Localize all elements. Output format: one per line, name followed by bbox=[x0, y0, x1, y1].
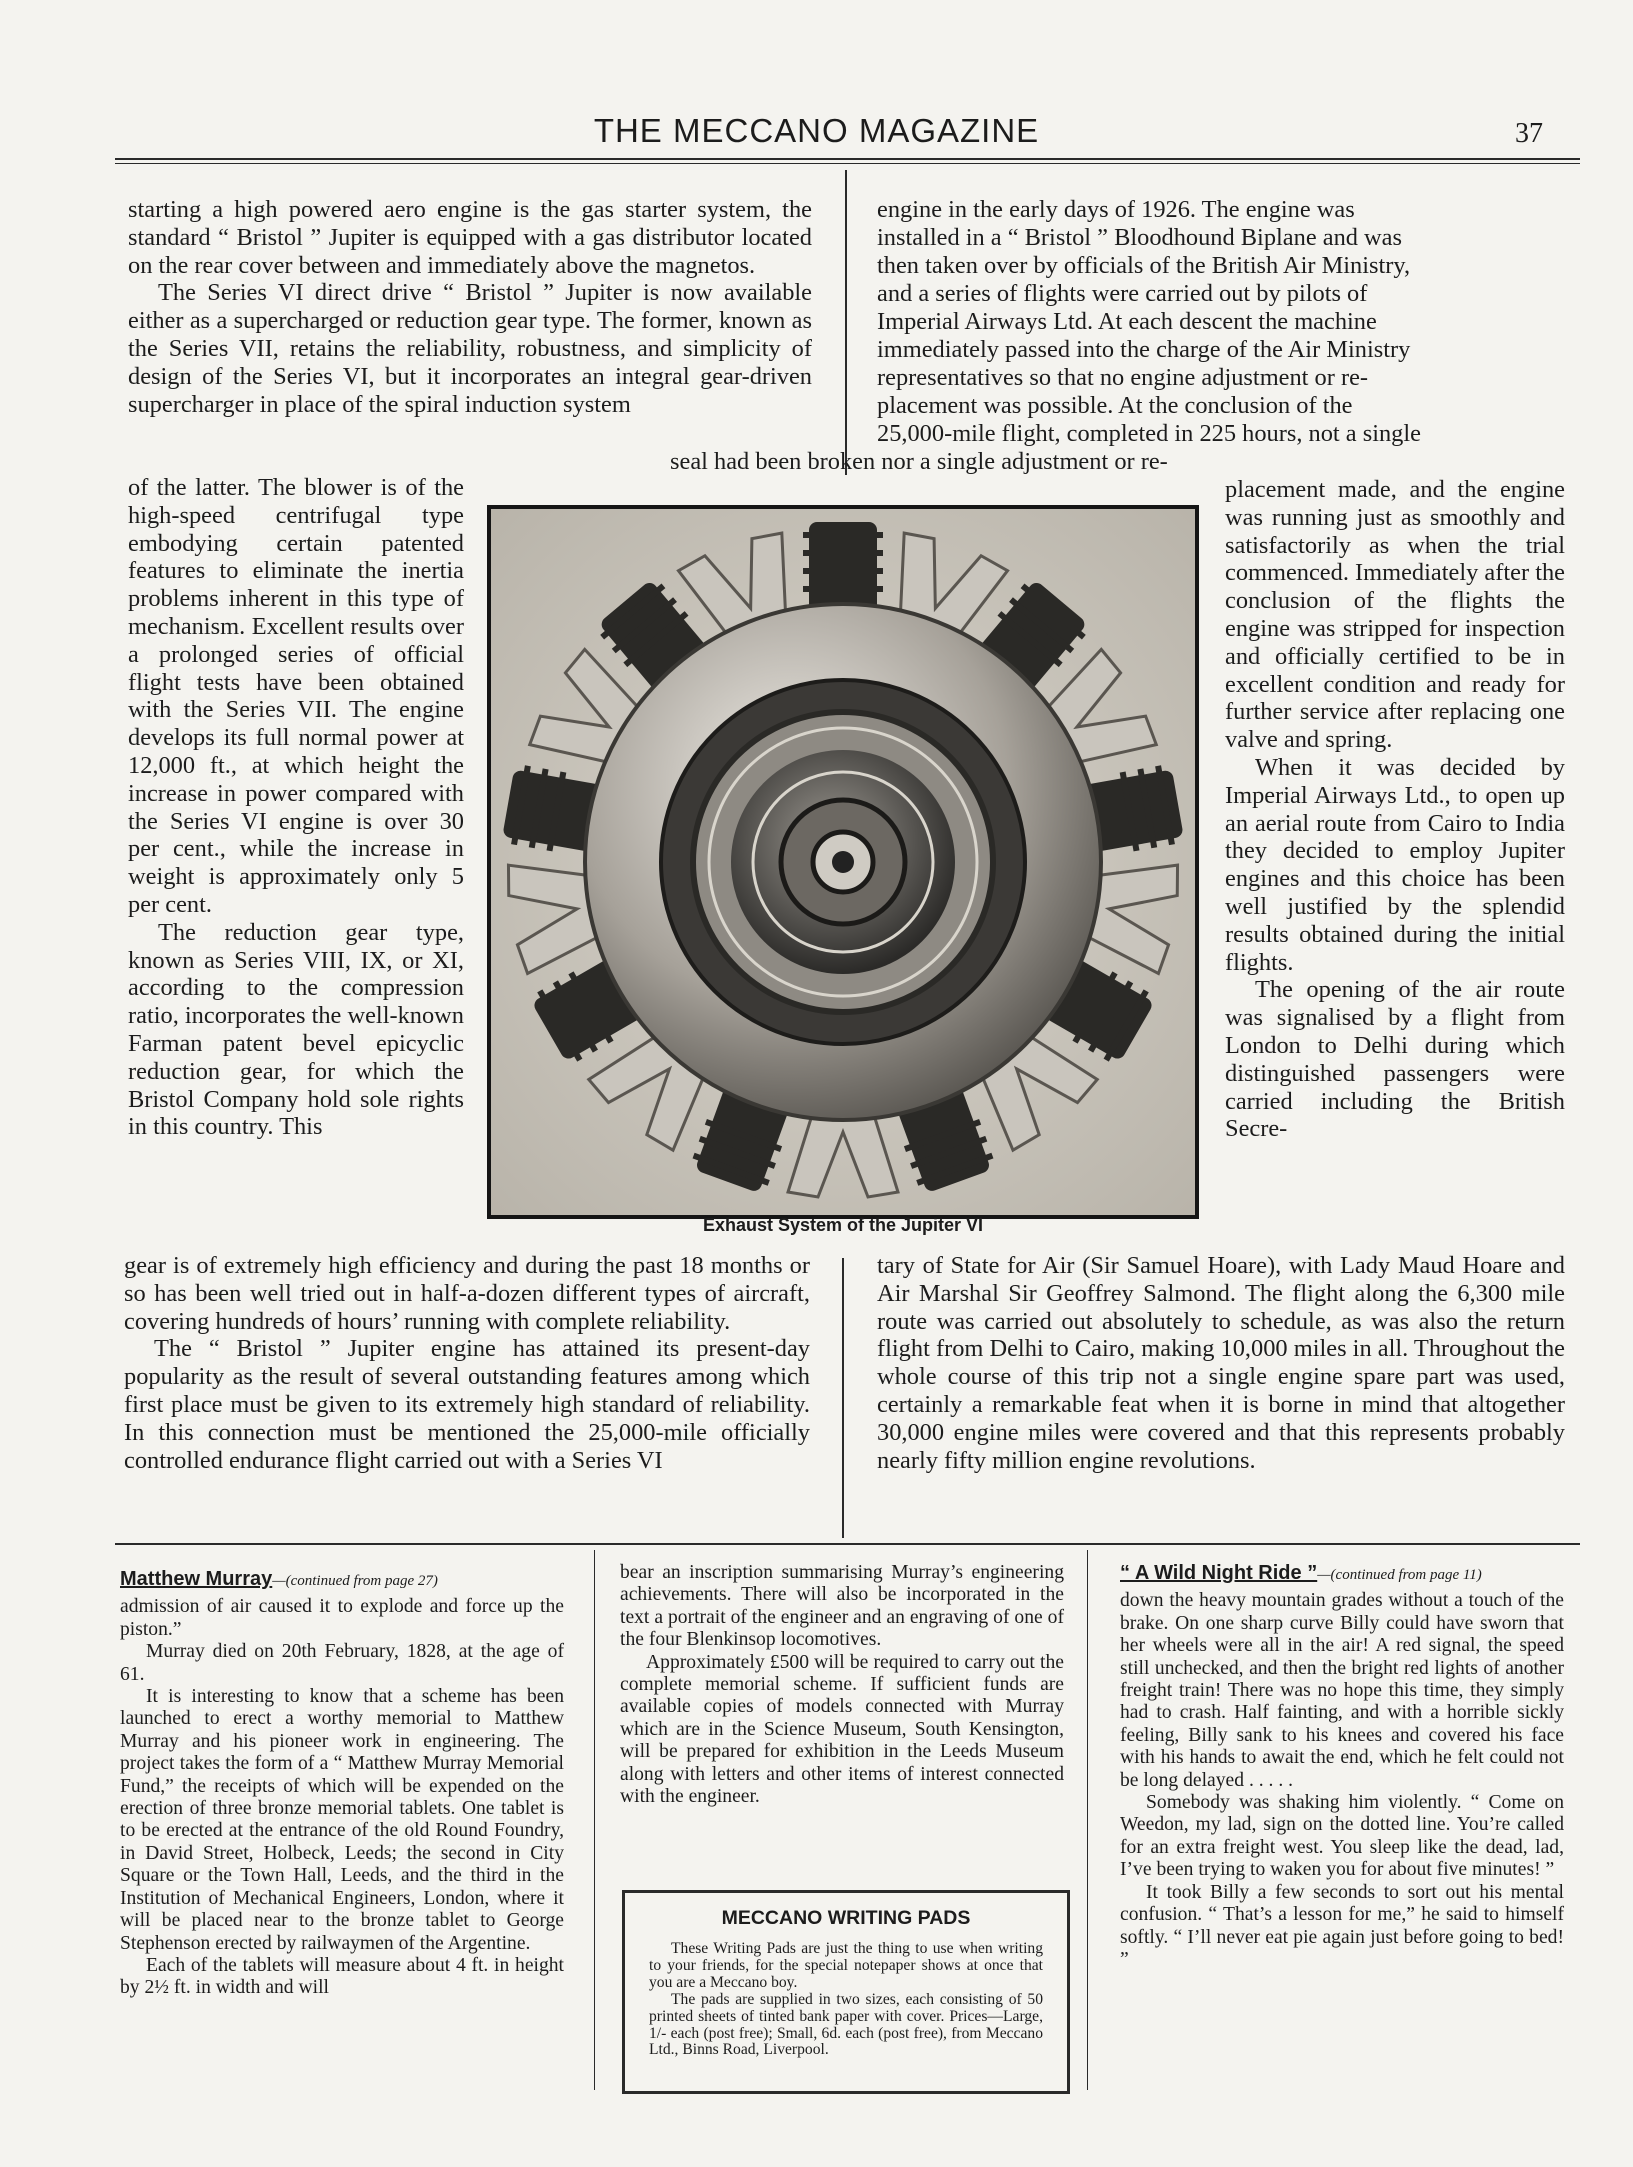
article-line: engine in the early days of 1926. The engine was bbox=[877, 196, 1355, 223]
article-paragraph: The reduction gear type, known as Series VIII, IX, or XI, according to the compression ratio, incorporates the well-known Farman patent bevel epicyclic reduction gear, for which the Bristol Company hold sole rights in this country. This bbox=[128, 918, 464, 1141]
writing-pads-paragraph: These Writing Pads are just the thing to use when writing to your friends, for the special notepaper shows at once that you are a Meccano boy. bbox=[649, 1940, 1043, 1991]
column-divider-lower bbox=[842, 1258, 844, 1538]
lower-divider-2 bbox=[1087, 1550, 1088, 2090]
magazine-title: THE MECCANO MAGAZINE bbox=[593, 112, 1040, 149]
wild-night-column bbox=[1120, 1562, 1564, 1971]
article-paragraph: of the latter. The blower is of the high-speed centrifugal type embodying certain patented features to eliminate the inertia problems inherent in this type of mechanism. Excellent results over a prolonged series of official flight tests have been obtained with the Series VII. The engine develops its full normal power at 12,000 ft., at which height the increase in power compared with the Series VI engine is over 30 per cent., while the increase in weight is approximately only 5 per cent. bbox=[128, 474, 464, 918]
wild-night-paragraph: It took Billy a few seconds to sort out his mental confusion. “ That’s a lesson for me,” he said to himself softly. “ I’ll never eat pie again just before going to bed! ” bbox=[1120, 1881, 1564, 1970]
murray-title: Matthew Murray bbox=[120, 1568, 273, 1590]
article-paragraph: gear is of extremely high efficiency and during the past 18 months or so has been well tried out in half-a-dozen different types of aircraft, covering hundreds of hours’ running with complete reliability. bbox=[124, 1252, 810, 1335]
wild-night-paragraph: down the heavy mountain grades without a touch of the brake. On one sharp curve Billy could have sworn that her wheels were all in the air! A red signal, the speed still unchecked, and then the bright red lights of another freight train! There was no hope this time, they simply had to crash. Half fainting, and with a horrible sickly feeling, Billy sank to his knees and covered his face with his hands to await the end, which he felt could not be long delayed . . . . . bbox=[1120, 1590, 1564, 1791]
wild-night-paragraph: Somebody was shaking him violently. “ Come on Weedon, my lad, sign on the dotted line. You’re called for an extra freight west. You sleep like the dead, lad, I’ve been trying to waken you for about five minutes! ” bbox=[1120, 1792, 1564, 1881]
article-line: immediately passed into the charge of the Air Ministry bbox=[877, 336, 1411, 363]
lower-divider-1 bbox=[594, 1550, 595, 2090]
engine-photo bbox=[487, 505, 1199, 1219]
page-number: 37 bbox=[1515, 118, 1543, 149]
article-paragraph: tary of State for Air (Sir Samuel Hoare), with Lady Maud Hoare and Air Marshal Sir Geoffrey Salmond. The flight along the 6,300 mile route was carried out absolutely to schedule, as was also the return flight from Delhi to Cairo, making 10,000 miles in all. Throughout the whole course of this trip not a single engine spare part was used, certainly a remarkable feat when it is borne in mind that altogether 30,000 engine miles were covered and that this represents probably nearly fifty million engine revolutions. bbox=[877, 1252, 1565, 1474]
murray-paragraph: bear an inscription summarising Murray’s engineering achievements. There will also be incorporated in the text a portrait of the engineer and an engraving of one of the four Blenkinsop locomotives. bbox=[620, 1562, 1064, 1651]
article-left-top bbox=[128, 196, 812, 418]
article-line: representatives so that no engine adjustment or re- bbox=[877, 364, 1369, 391]
article-line: 25,000-mile flight, completed in 225 hours, not a single bbox=[877, 420, 1421, 447]
wild-night-continued: —(continued from page 11) bbox=[1317, 1567, 1482, 1583]
article-line: then taken over by officials of the British Air Ministry, bbox=[877, 252, 1411, 279]
writing-pads-title: MECCANO WRITING PADS bbox=[721, 1907, 971, 1929]
writing-pads-text bbox=[649, 1941, 1043, 2059]
article-paragraph: starting a high powered aero engine is the gas starter system, the standard “ Bristol ” Jupiter is equipped with a gas distributor located on the rear cover between and immediately above the magnetos. bbox=[128, 196, 812, 279]
murray-continuation-column bbox=[620, 1562, 1064, 1808]
article-right-bottom bbox=[877, 1252, 1565, 1474]
murray-paragraph: Murray died on 20th February, 1828, at the age of 61. bbox=[120, 1641, 564, 1685]
article-paragraph: The Series VI direct drive “ Bristol ” Jupiter is now available either as a supercharged or reduction gear type. The former, known as the Series VII, retains the reliability, robustness, and simplicity of design of the Series VI, but it incorporates an integral gear-driven supercharger in place of the spiral induction system bbox=[128, 279, 812, 418]
header-rule bbox=[115, 158, 1580, 160]
article-line: installed in a “ Bristol ” Bloodhound Biplane and was bbox=[877, 224, 1402, 251]
article-left-bottom bbox=[124, 1252, 810, 1474]
header-rule-thin bbox=[115, 163, 1580, 164]
murray-paragraph: admission of air caused it to explode and force up the piston.” bbox=[120, 1596, 564, 1640]
murray-paragraph: Each of the tablets will measure about 4 ft. in height by 2½ ft. in width and will bbox=[120, 1954, 564, 1999]
article-paragraph: When it was decided by Imperial Airways Ltd., to open up an aerial route from Cairo to India they decided to employ Jupiter engines and this choice has been well justified by the splendid results obtained during the initial flights. bbox=[1225, 753, 1565, 976]
article-left-narrow bbox=[128, 474, 464, 1141]
figure-caption: Exhaust System of the Jupiter VI bbox=[702, 1215, 984, 1235]
article-paragraph: The “ Bristol ” Jupiter engine has attained its present-day popularity as the result of several outstanding features among which first place must be given to its extremely high standard of reliability. In this connection must be mentioned the 25,000-mile officially controlled endurance flight carried out with a Series VI bbox=[124, 1335, 810, 1474]
wild-night-title: “ A Wild Night Ride ” bbox=[1120, 1562, 1318, 1584]
article-line: seal had been broken nor a single adjustment or re- bbox=[670, 448, 1168, 475]
article-right-narrow bbox=[1225, 476, 1565, 1143]
article-paragraph: placement made, and the engine was running just as smoothly and satisfactorily as when the trial commenced. Immediately after the conclusion of the flights the engine was stripped for inspection and officially certified to be in excellent condition and ready for further service after replacing one valve and spring. bbox=[1225, 476, 1565, 754]
lower-section-rule bbox=[115, 1543, 1580, 1545]
murray-paragraph: It is interesting to know that a scheme has been launched to erect a worthy memorial to Matthew Murray and his pioneer work in engineering. The project takes the form of a “ Matthew Murray Memorial Fund,” the receipts of which will be expended on the erection of three bronze memorial tablets. One tablet is to be erected at the entrance of the old Round Foundry, in David Street, Holbeck, Leeds; the second in City Square or the Town Hall, Leeds, and the third in the Institution of Mechanical Engineers, London, where it will be placed near to the bronze tablet to George Stephenson erected by railwaymen of the Argentine. bbox=[120, 1686, 564, 1954]
article-line: and a series of flights were carried out by pilots of bbox=[877, 280, 1368, 307]
article-line: placement was possible. At the conclusion of the bbox=[877, 392, 1353, 419]
murray-paragraph: Approximately £500 will be required to carry out the complete memorial scheme. If sufficient funds are available copies of models connected with Murray which are in the Science Museum, South Kensington, will be prepared for exhibition in the Leeds Museum along with letters and other items of interest connected with the engineer. bbox=[620, 1651, 1064, 1808]
writing-pads-paragraph: The pads are supplied in two sizes, each consisting of 50 printed sheets of tinted bank paper with cover. Prices—Large, 1/- each (post free); Small, 6d. each (post free), from Meccano Ltd., Binns Road, Liverpool. bbox=[649, 1990, 1043, 2059]
article-line: Imperial Airways Ltd. At each descent the machine bbox=[877, 308, 1377, 335]
murray-column bbox=[120, 1568, 564, 2000]
article-paragraph: The opening of the air route was signalised by a flight from London to Delhi during which distinguished passengers were carried including the British Secre- bbox=[1225, 976, 1565, 1143]
radial-engine-illustration bbox=[491, 509, 1195, 1215]
murray-continued: —(continued from page 27) bbox=[272, 1573, 438, 1589]
column-divider-upper bbox=[845, 170, 847, 475]
writing-pads-ad bbox=[622, 1890, 1070, 2094]
